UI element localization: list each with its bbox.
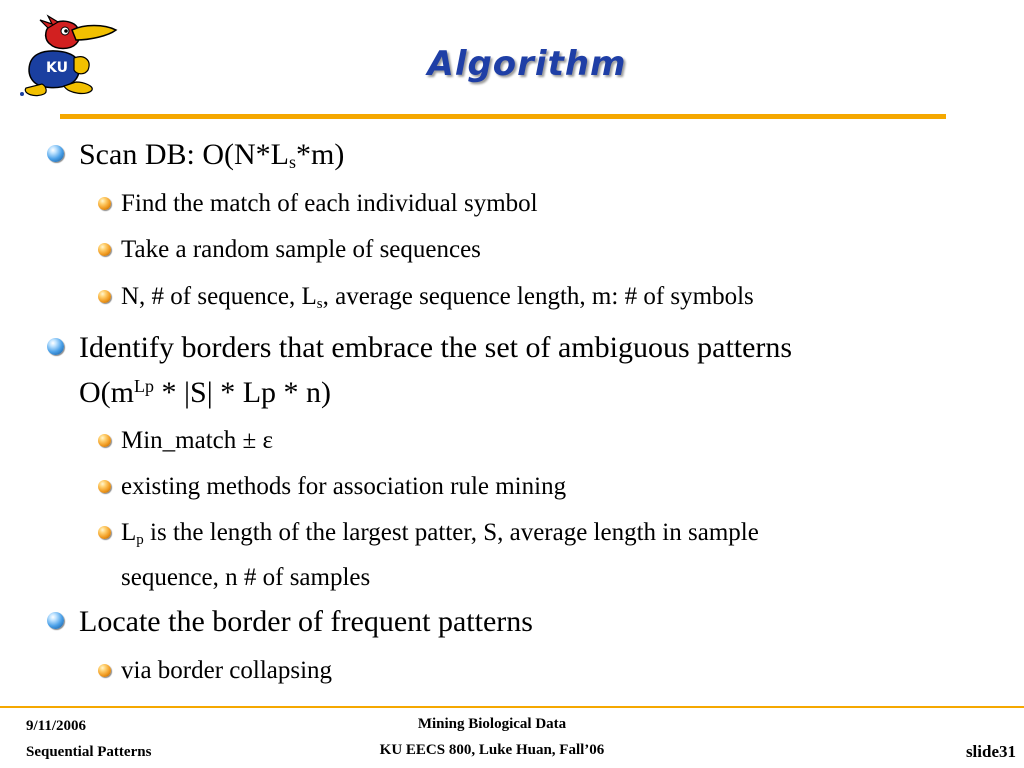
bullet-superscript: Lp	[134, 376, 154, 396]
footer-topic: Sequential Patterns	[26, 744, 152, 760]
bullet-level2	[121, 278, 754, 323]
bullet-text-line2	[79, 367, 792, 412]
sub-bullet-icon	[98, 290, 111, 303]
bullet-level2: Take a random sample of sequences	[121, 236, 481, 263]
bullet-level2: existing methods for association rule mining	[121, 473, 567, 500]
footer-date: 9/11/2006	[26, 718, 87, 734]
title-divider	[60, 114, 946, 119]
bullet-subscript: p	[136, 532, 144, 548]
slide-title: Algorithm	[427, 44, 627, 84]
bullet-icon	[47, 338, 64, 355]
bullet-level1	[79, 136, 344, 181]
bullet-level2: Find the match of each individual symbol	[121, 190, 538, 217]
sub-bullet-icon	[98, 197, 111, 210]
bullet-text: is the length of the largest patter, S, average length in sample	[143, 519, 759, 546]
bullet-text: Identify borders that embrace the set of ambiguous patterns	[79, 331, 793, 364]
bullet-text: *m)	[296, 138, 345, 171]
bullet-text: , average sequence length, m: # of symbols	[322, 283, 754, 310]
bullet-text: L	[121, 519, 137, 546]
footer-divider	[0, 706, 1024, 708]
bullet-subscript: s	[288, 152, 296, 172]
bullet-level2	[121, 514, 759, 596]
sub-bullet-icon	[98, 434, 111, 447]
sub-bullet-icon	[98, 243, 111, 256]
bullet-level2: Min_match ± ε	[121, 427, 273, 454]
bullet-level1	[79, 329, 792, 412]
footer-course-title: Mining Biological Data	[417, 716, 567, 732]
sub-bullet-icon	[98, 526, 111, 539]
bullet-text: sequence, n # of samples	[121, 564, 371, 591]
bullet-text: N, # of sequence, L	[121, 283, 317, 310]
bullet-level2: via border collapsing	[121, 657, 333, 684]
bullet-text: * |S| * Lp * n)	[154, 376, 332, 409]
logo-ku-text: KU	[46, 60, 68, 76]
sub-bullet-icon	[98, 664, 111, 677]
slide-number: slide31	[965, 742, 1016, 761]
bullet-icon	[47, 612, 64, 629]
bullet-text: Scan DB: O(N*L	[79, 138, 289, 171]
bullet-subscript: s	[316, 296, 323, 312]
bullet-level1: Locate the border of frequent patterns	[79, 605, 533, 638]
bullet-text: O(m	[79, 376, 134, 409]
sub-bullet-icon	[98, 480, 111, 493]
bullet-icon	[47, 145, 64, 162]
footer-course-info: KU EECS 800, Luke Huan, Fall’06	[379, 742, 605, 758]
